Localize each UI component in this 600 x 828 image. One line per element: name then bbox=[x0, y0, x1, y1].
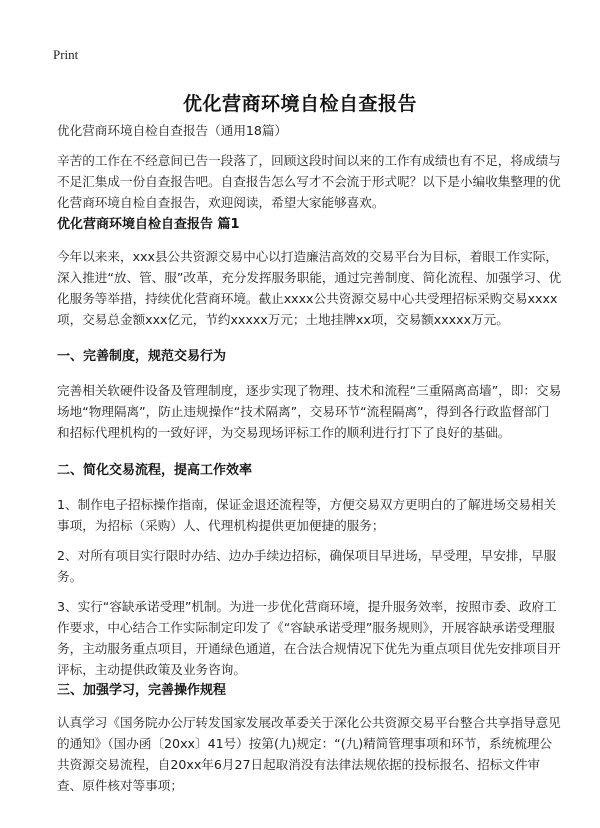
part1-intro-paragraph: 今年以来来，xxx县公共资源交易中心以打造廉洁高效的交易平台为目标，着眼工作实际，深入推进“放、管、服”改革，充分发挥服务职能，通过完善制度、简化流程、加强学习、优化服务等举措，持续优化营商环境。截止xxxx公共资源交易中心共受理招标采购交易xxxx项，交易总金额xxx亿元，节约xxxxx万元；土地挂牌xx项，交易额xxxxx万元。 bbox=[57, 249, 562, 327]
section3-paragraph: 认真学习《国务院办公厅转发国家发展改革委关于深化公共资源交易平台整合共享指导意见的通知》（国办函〔20xx〕41号）按第(九)规定：“(九)精简管理事项和环节，系统梳理公共资源交易流程，自20xx年6月27日起取消没有法律法规依据的投标报名、招标文件审查、原件核对等事项； bbox=[57, 715, 561, 793]
section2-heading: 二、简化交易流程，提高工作效率 bbox=[57, 463, 253, 478]
print-link[interactable]: Print bbox=[53, 47, 79, 62]
part1-heading: 优化营商环境自检自查报告 篇1 bbox=[57, 217, 240, 232]
section3-heading: 三、加强学习，完善操作规程 bbox=[57, 683, 227, 698]
section1-heading: 一、完善制度，规范交易行为 bbox=[57, 349, 227, 364]
page-title: 优化营商环境自检自查报告 bbox=[182, 92, 417, 115]
section2-item-2: 2、对所有项目实行限时办结、边办手续边招标，确保项目早进场，早受理，早安排，早服务。 bbox=[57, 548, 557, 584]
section2-item-1: 1、制作电子招标操作指南，保证金退还流程等，方便交易双方更明白的了解进场交易相关事项，为招标（采购）人、代理机构提供更加便捷的服务； bbox=[57, 497, 557, 533]
document-subtitle: 优化营商环境自检自查报告（通用18篇） bbox=[57, 123, 288, 138]
section2-item-3: 3、实行“容缺承诺受理”机制。为进一步优化营商环境，提升服务效率，按照市委、政府工作要求，中心结合工作实际制定印发了《“容缺承诺受理”服务规则》，开展容缺承诺受理服务，主动服务重点项目，开通绿色通道，在合法合规情况下优先为重点项目优先安排项目开评标，主动提供政策及业务咨询。 bbox=[57, 599, 561, 677]
section1-paragraph: 完善相关软硬件设备及管理制度，逐步实现了物理、技术和流程“三重隔离高墙”，即：交易场地“物理隔离”，防止违规操作“技术隔离”，交易环节“流程隔离”，得到各行政监督部门和招标代理机构的一致好评，为交易现场评标工作的顺利进行打下了良好的基础。 bbox=[57, 383, 562, 440]
intro-paragraph: 辛苦的工作在不经意间已告一段落了，回顾这段时间以来的工作有成绩也有不足，将成绩与不足汇集成一份自查报告吧。自查报告怎么写才不会流于形式呢？以下是小编收集整理的优化营商环境自检自查报告，欢迎阅读，希望大家能够喜欢。 bbox=[57, 153, 561, 210]
